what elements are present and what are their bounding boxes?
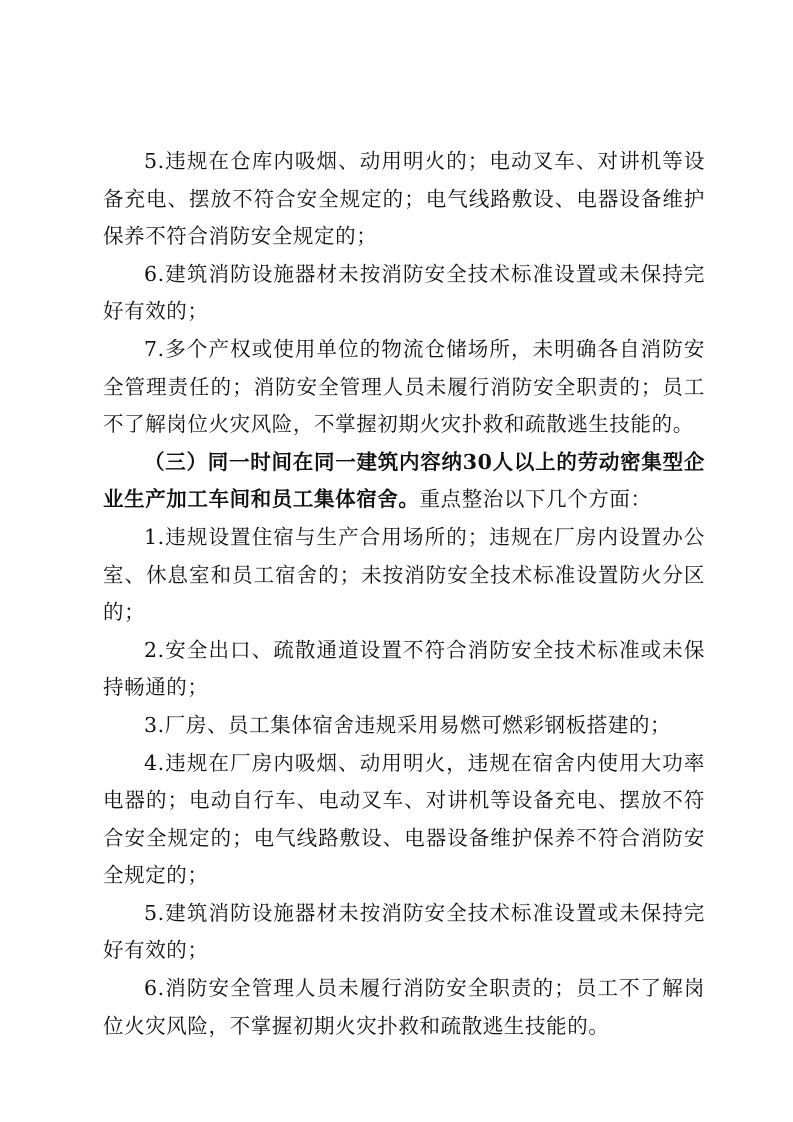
paragraph-item-5-warehouse [103, 143, 705, 256]
paragraph-item-6-factory [103, 970, 705, 1045]
paragraph-item-1-factory [103, 519, 705, 632]
paragraph-text: 6.建筑消防设施器材未按消防安全技术标准设置或未保持完好有效的； [103, 261, 705, 324]
paragraph-text: 5.建筑消防设施器材未按消防安全技术标准设置或未保持完好有效的； [103, 900, 705, 963]
paragraph-item-3-factory [103, 707, 705, 745]
section-heading-3 [103, 444, 705, 519]
paragraph-text: 5.违规在仓库内吸烟、动用明火的；电动叉车、对讲机等设备充电、摆放不符合安全规定的；电气线路敷设、电器设备维护保养不符合消防安全规定的； [103, 149, 705, 249]
paragraph-text: 2.安全出口、疏散通道设置不符合消防安全技术标准或未保持畅通的； [103, 637, 705, 700]
paragraph-text: 4.违规在厂房内吸烟、动用明火，违规在宿舍内使用大功率电器的；电动自行车、电动叉车、对讲机等设备充电、摆放不符合安全规定的；电气线路敷设、电器设备维护保养不符合消防安全规定的； [103, 750, 705, 888]
paragraph-item-7-warehouse [103, 331, 705, 444]
paragraph-text: 1.违规设置住宿与生产合用场所的；违规在厂房内设置办公室、休息室和员工宿舍的；未按消防安全技术标准设置防火分区的； [103, 524, 705, 625]
paragraph-text: 6.消防安全管理人员未履行消防安全职责的；员工不了解岗位火灾风险，不掌握初期火灾扑救和疏散逃生技能的。 [103, 976, 705, 1038]
paragraph-item-5-factory [103, 895, 705, 970]
paragraph-item-2-factory [103, 632, 705, 707]
section-heading-text: 重点整治以下几个方面： [419, 487, 652, 512]
section-heading-bold: （三）同一时间在同一建筑内容纳30人以上的劳动密集型企业生产加工车间和员工集体宿舍。 [103, 449, 705, 512]
paragraph-item-6-warehouse [103, 256, 705, 331]
paragraph-text: 3.厂房、员工集体宿舍违规采用易燃可燃彩钢板搭建的； [144, 712, 672, 737]
paragraph-item-4-factory [103, 745, 705, 895]
paragraph-text: 7.多个产权或使用单位的物流仓储场所，未明确各自消防安全管理责任的；消防安全管理人员未履行消防安全职责的；员工不了解岗位火灾风险，不掌握初期火灾扑救和疏散逃生技能的。 [103, 336, 705, 437]
